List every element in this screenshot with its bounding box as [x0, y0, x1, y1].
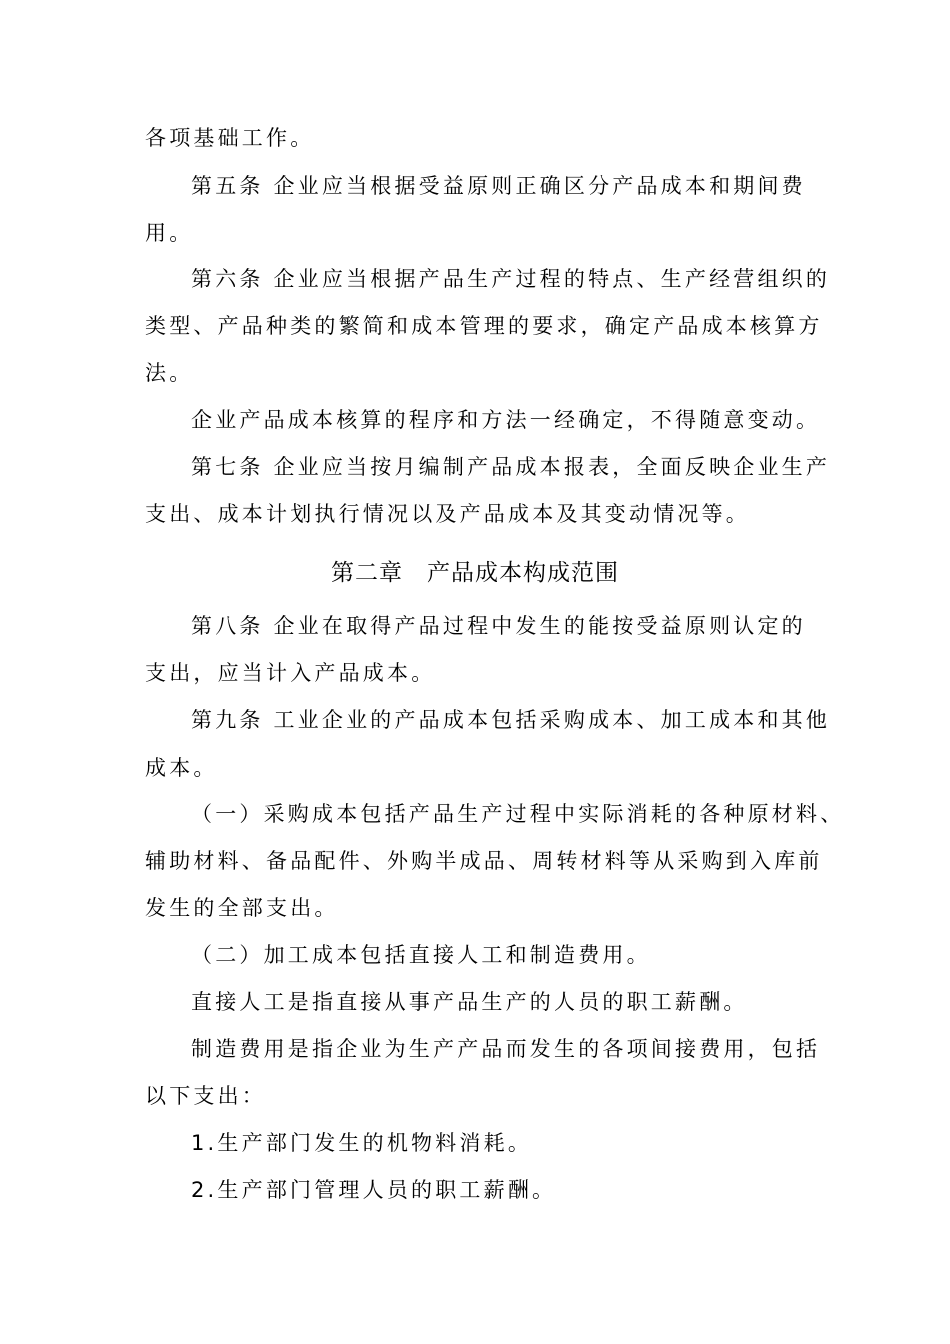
paragraph-line: 制造费用是指企业为生产产品而发生的各项间接费用，包括 [191, 1037, 821, 1061]
article-9-line: 第九条 工业企业的产品成本包括采购成本、加工成本和其他 [191, 708, 831, 732]
article-5-line: 第五条 企业应当根据受益原则正确区分产品成本和期间费 [191, 174, 806, 198]
paragraph-line: 企业产品成本核算的程序和方法一经确定，不得随意变动。 [191, 408, 821, 432]
numbered-item-line: 2.生产部门管理人员的职工薪酬。 [191, 1178, 557, 1202]
paragraph-line: 用。 [145, 221, 194, 245]
paragraph-line: 支出，应当计入产品成本。 [145, 661, 436, 685]
article-6-line: 第六条 企业应当根据产品生产过程的特点、生产经营组织的 [191, 267, 831, 291]
chapter-heading: 第二章 产品成本构成范围 [331, 560, 619, 586]
article-7-line: 第七条 企业应当按月编制产品成本报表，全面反映企业生产 [191, 455, 831, 479]
paragraph-line: 成本。 [145, 756, 218, 780]
paragraph-line: 以下支出： [145, 1084, 266, 1108]
list-item-1-line: （一）采购成本包括产品生产过程中实际消耗的各种原材料、 [191, 802, 845, 826]
paragraph-line: 发生的全部支出。 [145, 896, 339, 920]
paragraph-line: 法。 [145, 361, 194, 385]
list-item-2-line: （二）加工成本包括直接人工和制造费用。 [191, 943, 651, 967]
paragraph-line: 直接人工是指直接从事产品生产的人员的职工薪酬。 [191, 990, 748, 1014]
paragraph-line: 各项基础工作。 [145, 126, 315, 150]
numbered-item-line: 1.生产部门发生的机物料消耗。 [191, 1131, 533, 1155]
paragraph-line: 支出、成本计划执行情况以及产品成本及其变动情况等。 [145, 502, 750, 526]
paragraph-line: 类型、产品种类的繁简和成本管理的要求，确定产品成本核算方 [145, 314, 823, 338]
paragraph-line: 辅助材料、备品配件、外购半成品、周转材料等从采购到入库前 [145, 849, 823, 873]
article-8-line: 第八条 企业在取得产品过程中发生的能按受益原则认定的 [191, 614, 806, 638]
